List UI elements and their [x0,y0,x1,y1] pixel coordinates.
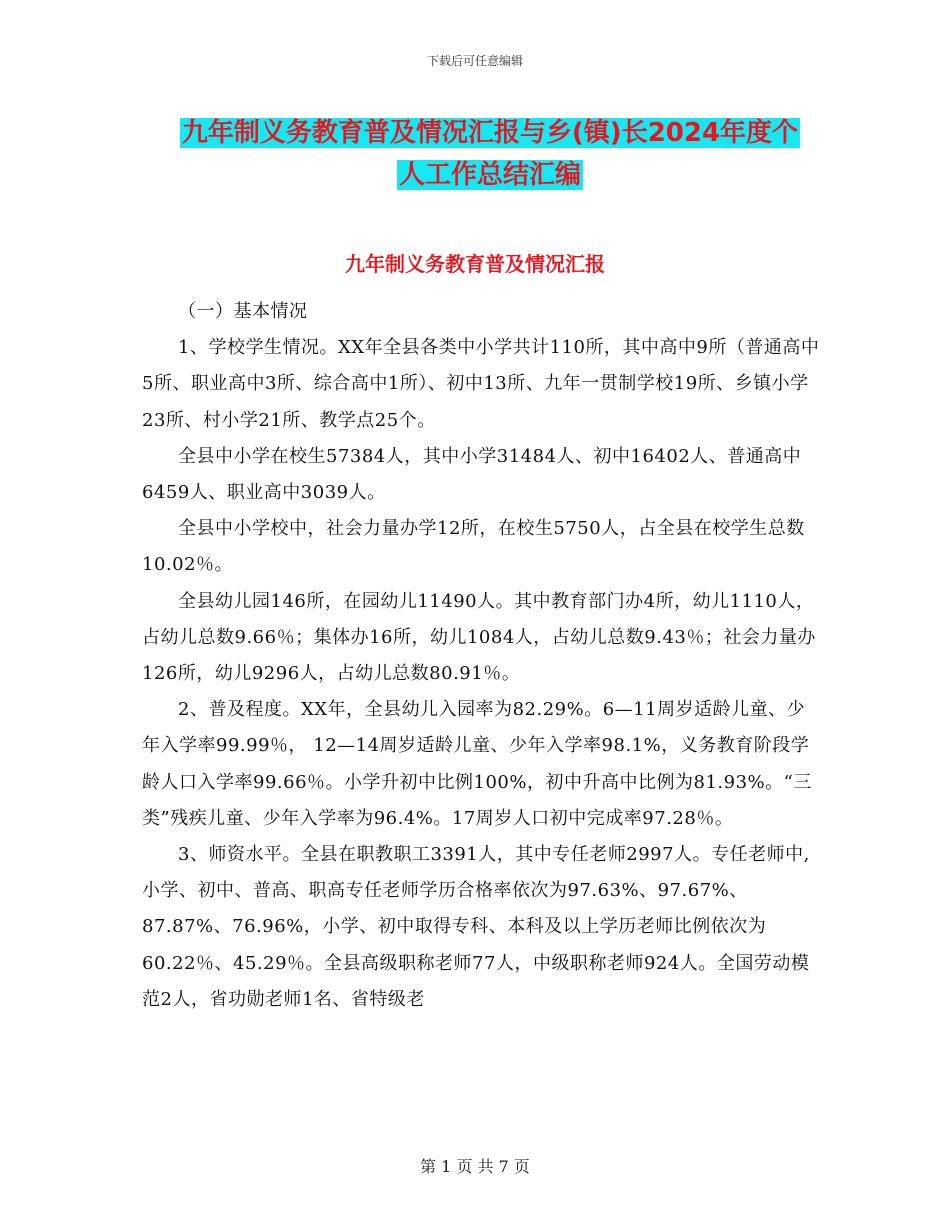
paragraph-basic-situation: （一）基本情况 [178,301,308,322]
paragraph-private-schools: 全县中小学校中，社会力量办学12所，在校生5750人，占全县在校学生总数10.02％。 [142,518,805,576]
paragraph-teachers: 3、师资水平。全县在职教职工3391人，其中专任老师2997人。专任老师中,小学、初中、普高、职高专任老师学历合格率依次为97.63%、97.67%、87.87%、76.96%，小学、初中取得专科、本科及以上学历老师比例依次为60.22％、45.29％。全县高级职称老师77人，中级职称老师924人。全国劳动模范2人，省功勋老师1名、省特级老 [142,844,810,1010]
paragraph-enrolled-students: 全县中小学在校生57384人，其中小学31484人、初中16402人、普通高中6459人、职业高中3039人。 [142,445,802,504]
section-title: 九年制义务教育普及情况汇报 [345,252,605,276]
page-number-footer: 第 1 页 共 7 页 [420,1157,530,1176]
paragraph-school-students: 1、学校学生情况。XX年全县各类中小学共计110所，其中高中9所（普通高中5所、职业高中3所、综合高中1所）、初中13所、九年一贯制学校19所、乡镇小学23所、村小学21所、教学点25个。 [142,337,820,431]
document-body [142,294,822,1018]
document-title [140,112,840,196]
paragraph-popularization: 2、普及程度。XX年，全县幼儿入园率为82.29%。6—11周岁适龄儿童、少年入学率99.99％， 12—14周岁适龄儿童、少年入学率98.1%，义务教育阶段学龄人口入学率99.66％。小学升初中比例100%，初中升高中比例为81.93%。“三类”残疾儿童、少年入学率为96.4%。17周岁人口初中完成率97.28％。 [142,699,812,829]
document-title-line-1: 九年制义务教育普及情况汇报与乡(镇)长2024年度个 [181,118,799,148]
header-note: 下载后可任意编辑 [426,54,523,68]
document-title-line-2: 人工作总结汇编 [398,160,581,190]
paragraph-kindergartens: 全县幼儿园146所，在园幼儿11490人。其中教育部门办4所，幼儿1110人，占幼儿总数9.66％；集体办16所，幼儿1084人，占幼儿总数9.43％；社会力量办126所，幼儿9296人，占幼儿总数80.91％。 [142,590,816,685]
